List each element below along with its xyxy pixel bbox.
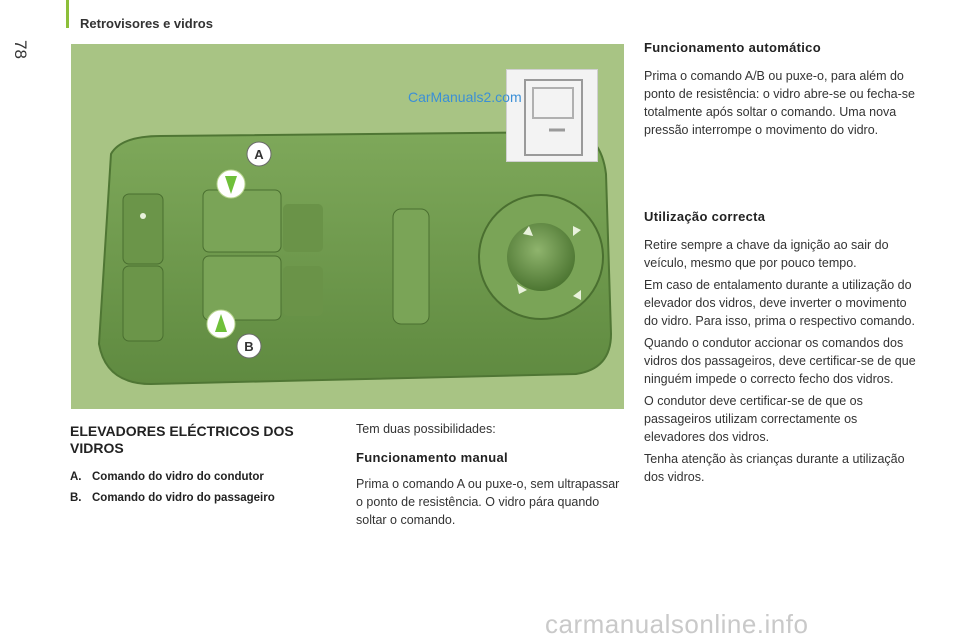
correct-use-heading: Utilização correcta [644,209,766,224]
auto-heading: Funcionamento automático [644,40,821,55]
callout-b: B [244,339,254,354]
lock-button [123,194,163,264]
door-thumbnail-image [506,69,598,162]
list-item: A. Comando do vidro do condutor [70,471,264,483]
right-column [644,40,916,486]
child-lock-button [123,266,163,341]
accent-bar [66,0,69,28]
mirror-fold-switch [393,209,429,324]
footer-watermark: carmanualsonline.info [545,609,809,639]
manual-text: Prima o comando A ou puxe-o, sem ultrapassar o ponto de resistência. O vidro pára quando soltar o comando. [356,477,620,527]
correct-use-paragraph: Quando o condutor accionar os comandos dos vidros dos passageiros, deve certificar-se de que ninguém impede o correcto fecho dos vidros. [644,336,916,386]
intro-text: Tem duas possibilidades: [356,422,496,436]
list-item: B. Comando do vidro do passageiro [70,492,275,504]
correct-use-paragraph: O condutor deve certificar-se de que os passageiros utilizam correctamente os elevadores dos vidros. [644,394,863,444]
correct-use-paragraph: Retire sempre a chave da ignição ao sair do veículo, mesmo que por pouco tempo. [644,238,889,270]
mirror-control-knob [507,223,575,291]
section-heading: ELEVADORES ELÉCTRICOS DOS VIDROS [70,423,294,456]
switch-recess-lower [283,266,323,316]
watermark-text: CarManuals2.com [408,89,522,105]
manual-heading: Funcionamento manual [356,450,508,465]
window-switch-illustration [71,44,624,409]
door-outline-icon [507,70,599,163]
switch-recess-upper [283,204,323,252]
middle-column [356,420,626,529]
correct-use-paragraph: Tenha atenção às crianças durante a utilização dos vidros. [644,452,905,484]
auto-text: Prima o comando A/B ou puxe-o, para além do ponto de resistência: o vidro abre-se ou fecha-se totalmente após soltar o comando. Uma nova pressão interrompe o movimento do vidro. [644,69,915,137]
passenger-window-switch [203,256,281,320]
left-column [70,423,330,506]
driver-window-switch [203,190,281,252]
page-number: 78 [11,40,30,59]
callout-a: A [254,147,264,162]
correct-use-paragraph: Em caso de entalamento durante a utilização do elevador dos vidros, deve inverter o movimento do vidro. Para isso, prima o respectivo comando. [644,278,915,328]
lock-indicator-dot [140,213,146,219]
section-title: Retrovisores e vidros [80,16,213,31]
